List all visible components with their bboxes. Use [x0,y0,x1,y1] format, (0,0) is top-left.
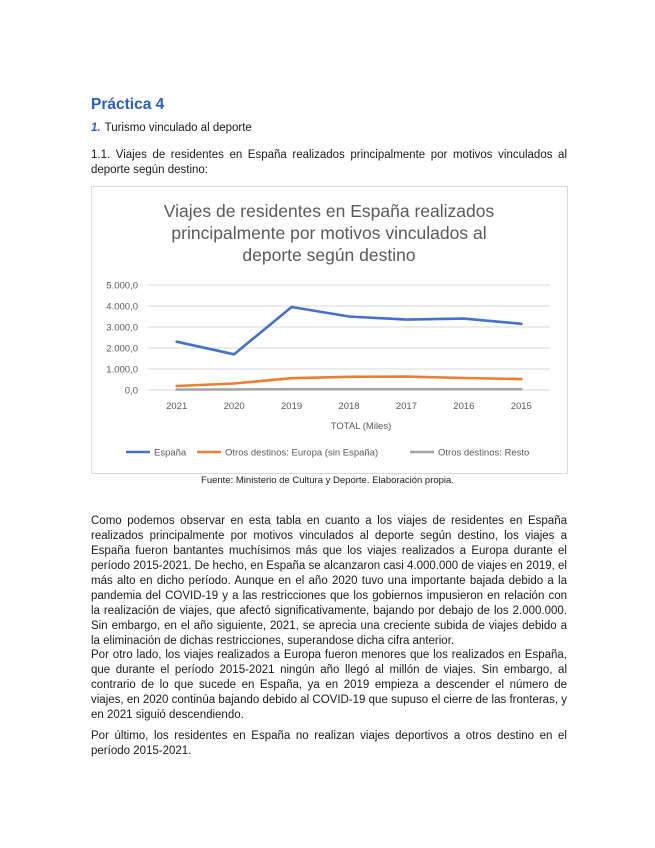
data-point [290,388,292,390]
x-tick-label: 2020 [223,401,245,412]
data-point [463,377,465,379]
data-point [176,341,178,343]
y-tick-label: 4.000,0 [106,301,138,313]
series-line [177,377,522,386]
data-point [233,353,235,355]
page-title: Práctica 4 [91,96,165,113]
chart-svg [92,187,567,473]
data-point [405,375,407,377]
chart-title-line: Viajes de residentes en España realizados [163,201,495,221]
data-point [233,382,235,384]
y-tick-label: 1.000,0 [106,364,138,376]
data-point [290,306,292,308]
chart-title-line: principalmente por motivos vinculados al [171,223,487,243]
intro-paragraph: 1.1. Viajes de residentes en España realizados principalmente por motivos vinculados al deporte según destino: [91,149,567,176]
legend-label: España [154,447,187,459]
legend-label: Otros destinos: Resto [438,447,530,459]
subsection-heading [91,122,252,134]
y-tick-label: 0,0 [124,385,138,397]
body-paragraph-3: Por último, los residentes en España no realizan viajes deportivos a otros destino en el período 2015-2021. [91,730,567,757]
x-tick-label: 2021 [166,401,188,412]
x-tick-label: 2015 [510,401,532,412]
data-point [176,385,178,387]
y-tick-label: 3.000,0 [106,322,138,334]
x-axis-label: TOTAL (Miles) [330,421,392,432]
data-point [348,388,350,390]
body-paragraph-2: Por otro lado, los viajes realizados a Europa fueron menores que los realizados en España, que durante el período 2015-2021 ningún año llegó al millón de viajes. Sin embargo, al contrario de lo que sucede en España, ya en 2019 empieza a descender el número de viajes, en 2020 continúa bajando debido al COVID-19 que supuso el cierre de las fronteras, y en 2021 siguió descendiendo. [91,649,567,721]
data-point [176,388,178,390]
data-point [463,317,465,319]
x-tick-label: 2018 [338,401,360,412]
body-paragraph-1: Como podemos observar en esta tabla en cuanto a los viajes de residentes en España realizados principalmente por motivos vinculados al deporte según destino, los viajes a España fueron bantantes muchísimos más que los viajes realizados a Europa durante el período 2015-2021. De hecho, en España se alcanzaron casi 4.000.000 de viajes en 2019, el más alto en dicho período. Aunque en el año 2020 tuvo una importante bajada debido a la pandemia del COVID-19 y a las restricciones que los gobiernos impusieron en relación con la realización de viajes, que afectó significativamente, bajando por debajo de los 2.000.000. Sin embargo, en el año siguiente, 2021, se aprecia una creciente subida de viajes debido a la eliminación de dichas restricciones, superandose dicha cifra anterior. [91,515,567,647]
data-point [290,377,292,379]
subsection-text: Turismo vinculado al deporte [104,122,252,134]
chart-title-line: deporte según destino [242,245,416,265]
y-tick-label: 2.000,0 [106,343,138,355]
data-point [463,388,465,390]
series-line [177,307,522,354]
legend-label: Otros destinos: Europa (sin España) [225,447,379,459]
x-tick-label: 2016 [453,401,475,412]
x-tick-label: 2019 [281,401,303,412]
data-point [520,378,522,380]
data-point [405,318,407,320]
x-tick-label: 2017 [395,401,417,412]
data-point [348,315,350,317]
data-point [520,388,522,390]
data-point [520,323,522,325]
chart-caption: Fuente: Ministerio de Cultura y Deporte. Elaboración propia. [201,475,454,486]
data-point [233,388,235,390]
subsection-number: 1. [91,122,101,134]
y-tick-label: 5.000,0 [106,280,138,292]
data-point [405,388,407,390]
line-chart [91,186,568,474]
data-point [348,376,350,378]
